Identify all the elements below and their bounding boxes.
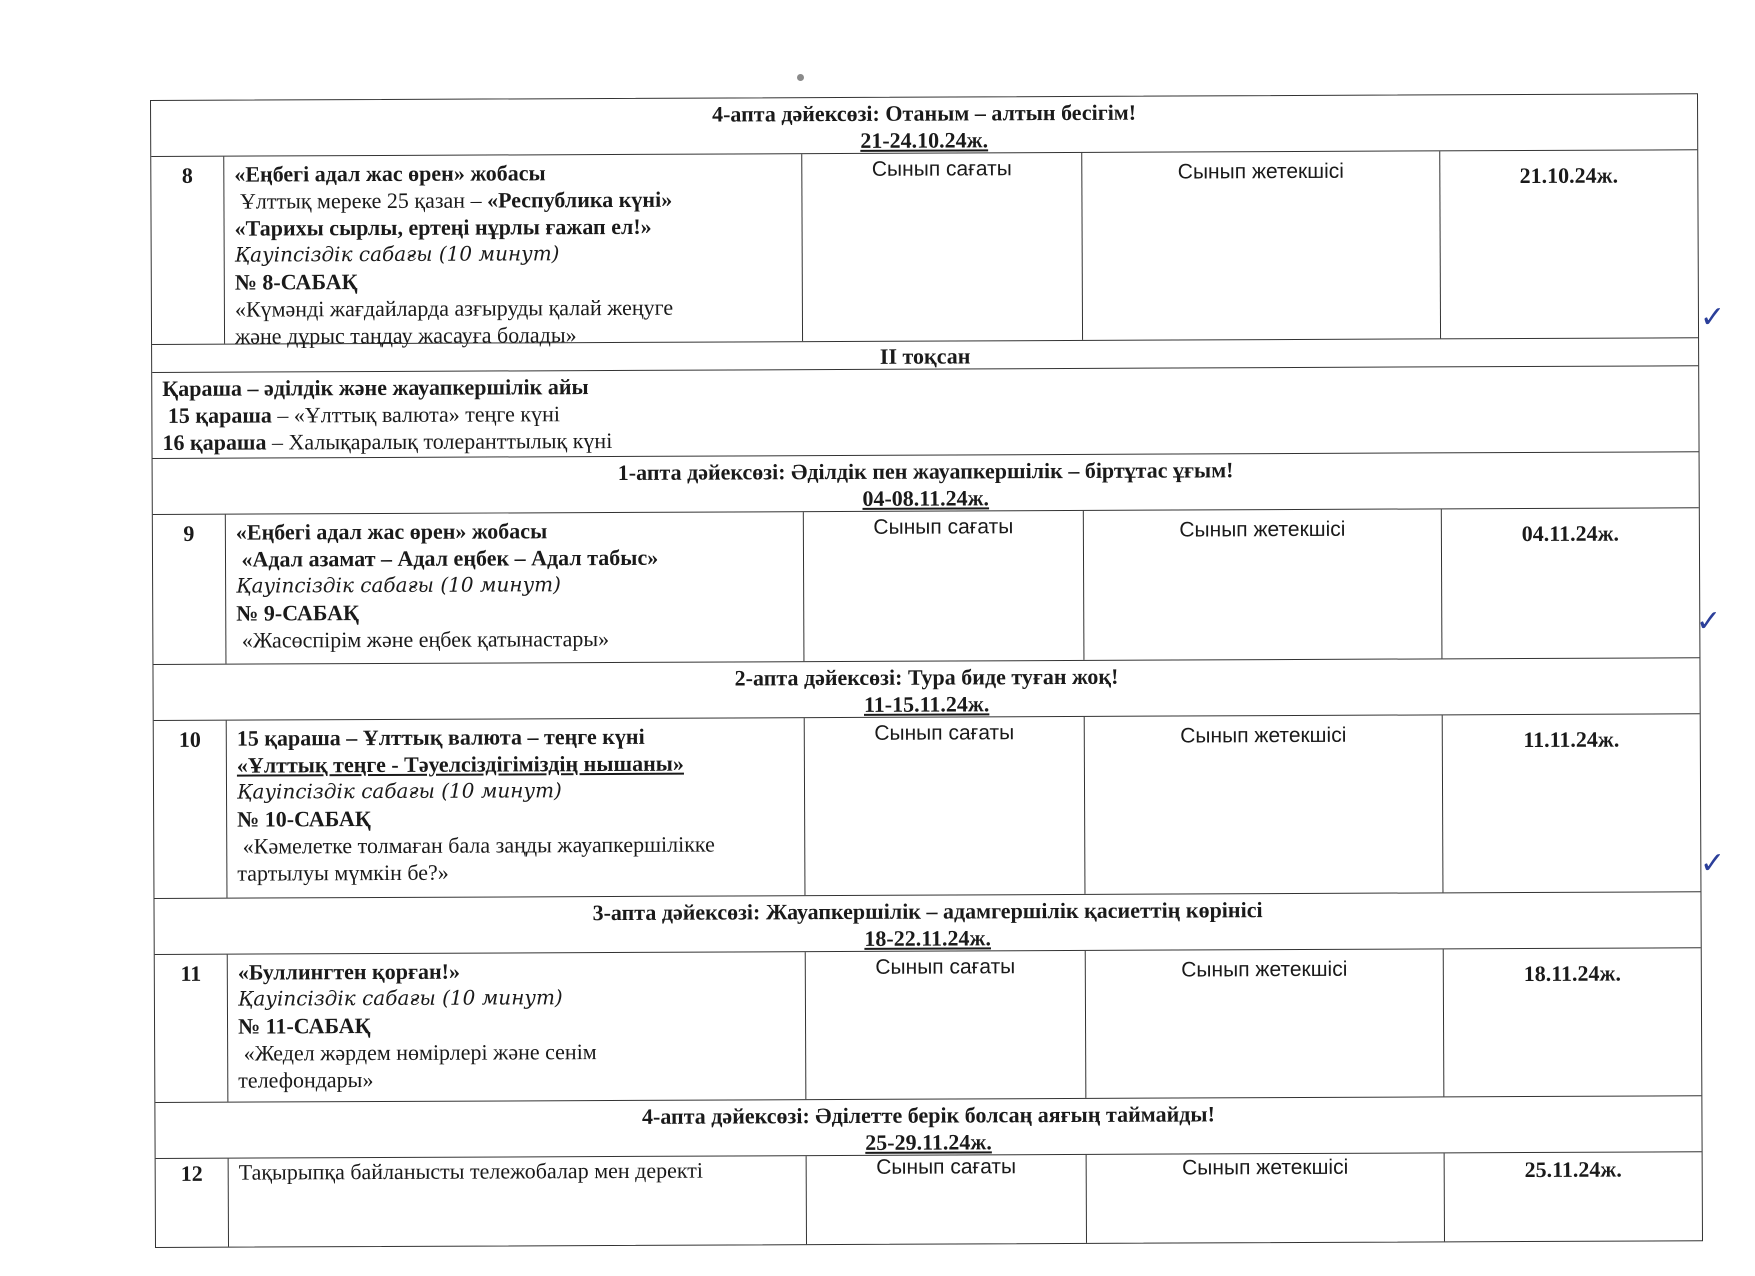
topic-cell — [227, 952, 806, 1102]
topic-cell — [225, 512, 804, 664]
safety-lesson: Қауіпсіздік сабағы (10 минут) — [237, 985, 563, 1011]
holiday-prefix: Ұлттық мереке 25 қазан – — [239, 187, 482, 214]
row-number: 12 — [180, 1160, 203, 1186]
week-motto: 2-апта дәйексөзі: Тура биде туған жоқ! — [734, 663, 1119, 691]
lesson-title-2: және дұрыс таңдау жасауға болады» — [234, 322, 577, 349]
date-rest-2: – Халықаралық толеранттылық күні — [271, 427, 613, 455]
date-cell: 18.11.24ж. — [1443, 948, 1702, 1096]
lesson-title-2: телефондары» — [238, 1067, 374, 1093]
title-line: 15 қараша – Ұлттық валюта – теңге күні — [236, 723, 645, 751]
safety-lesson: Қауіпсіздік сабағы (10 минут) — [236, 778, 562, 804]
form-cell: Сынып сағаты — [804, 717, 1085, 895]
table-row — [155, 948, 1702, 1103]
responsible-cell: Сынып жетекшісі — [1085, 949, 1444, 1098]
date-rest-1: – «Ұлттық валюта» теңге күні — [277, 401, 561, 428]
safety-lesson: Қауіпсіздік сабағы (10 минут) — [236, 572, 561, 598]
week-dates: 25-29.11.24ж. — [865, 1129, 992, 1155]
row-number: 9 — [183, 520, 195, 546]
week-header-1 — [151, 94, 1697, 157]
lesson-number: № 11-САБАҚ — [237, 1013, 371, 1039]
check-mark-icon: ✓ — [1700, 846, 1726, 881]
date-cell: 04.11.24ж. — [1441, 508, 1700, 658]
safety-lesson: Қауіпсіздік сабағы (10 минут) — [234, 241, 560, 267]
lesson-number: № 10-САБАҚ — [237, 806, 371, 832]
date-bold-1: 15 қараша — [167, 402, 272, 428]
quarter-title: II тоқсан — [879, 343, 971, 369]
date-cell: 21.10.24ж. — [1439, 150, 1698, 338]
scan-dot — [797, 74, 804, 81]
week-dates: 18-22.11.24ж. — [864, 925, 991, 951]
form-cell: Сынып сағаты — [806, 1155, 1086, 1244]
date-line-2 — [162, 422, 1688, 456]
row-number: 10 — [178, 726, 201, 752]
table-row — [153, 508, 1700, 665]
week-dates: 11-15.11.24ж. — [863, 691, 990, 717]
month-title: Қараша – әділдік және жауапкершілік айы — [162, 374, 589, 401]
lesson-title-1: «Жедел жәрдем нөмірлері және сенім — [243, 1039, 597, 1066]
topic-cell — [228, 1156, 806, 1247]
table-row — [154, 714, 1701, 899]
lesson-title-1: «Кәмелетке толмаған бала заңды жауапкершілікке — [242, 831, 715, 859]
holiday-name: «Республика күні» — [486, 186, 673, 213]
form-cell: Сынып сағаты — [805, 951, 1086, 1099]
row-number: 11 — [180, 960, 202, 986]
week-motto: 3-апта дәйексөзі: Жауапкершілік – адамгершілік қасиеттің көрінісі — [592, 897, 1263, 926]
project-name: «Еңбегі адал жас өрен» жобасы — [234, 160, 546, 187]
check-mark-icon: ✓ — [1700, 300, 1726, 335]
lesson-number: № 9-САБАҚ — [236, 600, 360, 626]
week-dates: 21-24.10.24ж. — [860, 127, 989, 153]
month-info — [152, 366, 1698, 459]
week-header-3 — [153, 658, 1699, 721]
check-mark-icon: ✓ — [1696, 604, 1722, 639]
theme: «Адал азамат – Адал еңбек – Адал табыс» — [241, 544, 659, 572]
date-bold-2: 16 қараша — [162, 429, 267, 455]
responsible-cell: Сынып жетекшісі — [1084, 715, 1443, 894]
week-motto: 1-апта дәйексөзі: Әділдік пен жауапкершілік – біртұтас ұғым! — [617, 457, 1234, 485]
week-motto: 4-апта дәйексөзі: Отаным – алтын бесігім! — [711, 99, 1137, 127]
form-cell: Сынып сағаты — [803, 511, 1084, 661]
topic-cell — [226, 718, 805, 898]
week-dates: 04-08.11.24ж. — [862, 485, 990, 511]
week-header-2 — [153, 452, 1699, 515]
row-number: 8 — [181, 162, 193, 188]
holiday-line — [234, 185, 791, 214]
week-motto: 4-апта дәйексөзі: Әділетте берік болсаң аяғың таймайды! — [641, 1101, 1215, 1129]
topic-text: Тақырыпқа байланысты тележобалар мен деректі — [238, 1157, 704, 1185]
theme: «Буллингтен қорған!» — [237, 958, 460, 985]
theme: «Ұлттық теңге - Тәуелсіздігіміздің нышаны» — [236, 750, 684, 778]
topic-cell — [223, 154, 802, 349]
date-cell: 11.11.24ж. — [1442, 714, 1701, 892]
month-block — [152, 366, 1698, 458]
week-header-4 — [154, 892, 1700, 955]
responsible-cell: Сынып жетекшісі — [1083, 509, 1442, 660]
table-row — [156, 1152, 1702, 1247]
lesson-title-2: тартылуы мүмкін бе?» — [237, 859, 449, 886]
date-cell: 25.11.24ж. — [1444, 1152, 1702, 1241]
responsible-cell: Сынып жетекшісі — [1086, 1153, 1444, 1243]
week-header-5 — [155, 1096, 1701, 1159]
project-name: «Еңбегі адал жас өрен» жобасы — [235, 518, 548, 545]
schedule-table — [150, 93, 1703, 1248]
lesson-title-1: «Жасөспірім және еңбек қатынастары» — [241, 626, 610, 653]
form-cell: Сынып сағаты — [801, 153, 1082, 341]
table-row — [151, 150, 1698, 349]
responsible-cell: Сынып жетекшісі — [1081, 151, 1440, 340]
theme: «Тарихы сырлы, ертеңі нұрлы ғажап ел!» — [234, 213, 652, 241]
lesson-title-1: «Күмәнді жағдайларда азғыруды қалай жеңуге — [234, 294, 674, 322]
lesson-number: № 8-САБАҚ — [234, 269, 358, 295]
